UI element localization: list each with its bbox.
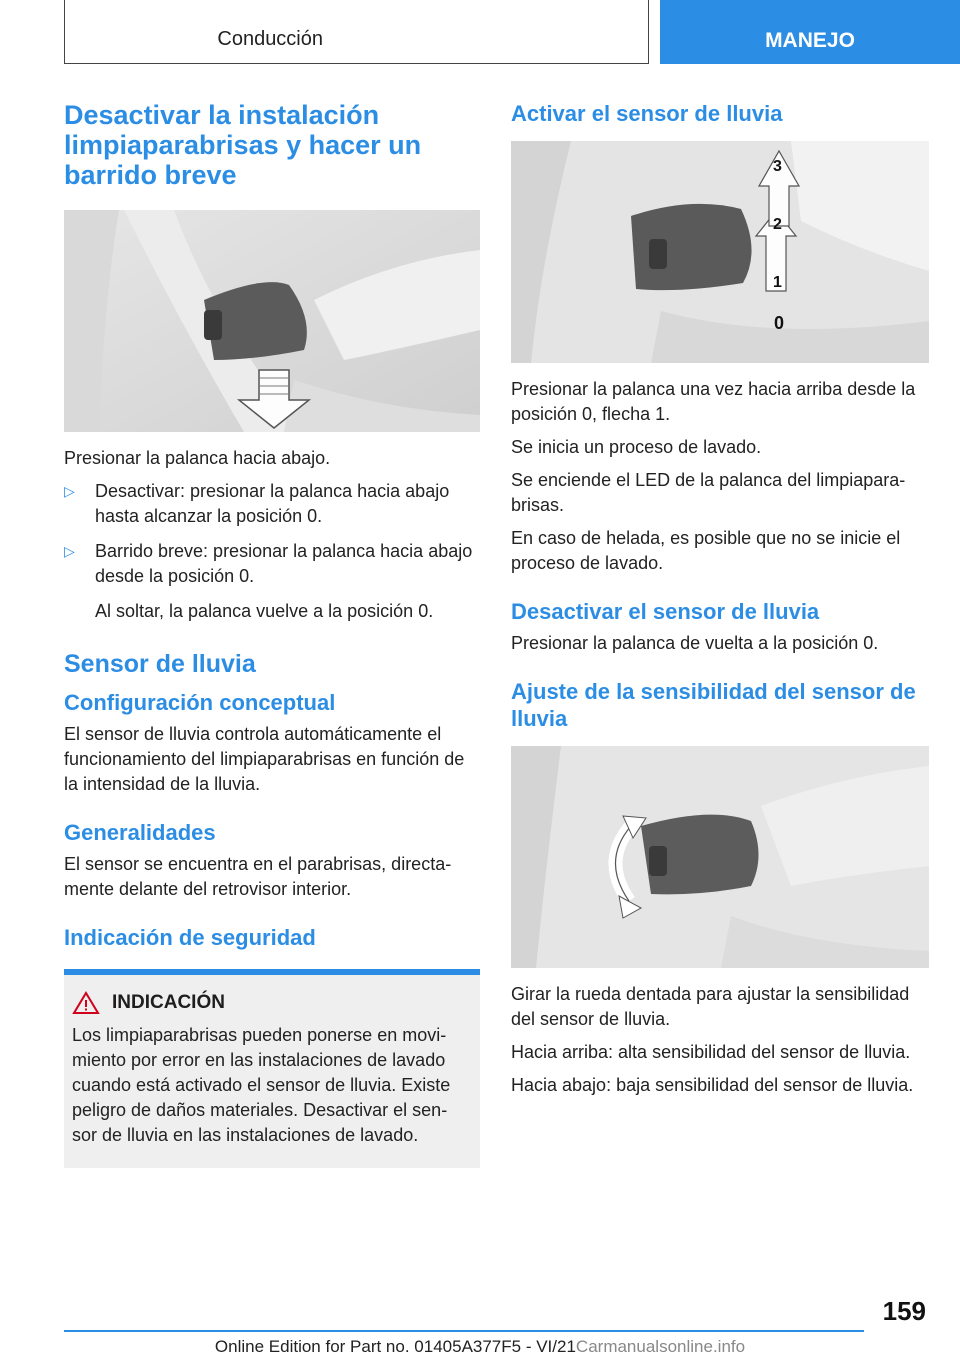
figure-sensitivity-wheel (511, 746, 929, 968)
list-item (64, 539, 480, 589)
list-item-text: Desactivar: presionar la palanca hacia abajo hasta alcanzar la posición 0. (95, 481, 450, 526)
adjust-text-3: Hacia abajo: baja sensibilidad del sensor de lluvia. (511, 1075, 914, 1095)
list-item (64, 479, 480, 529)
activate-text-2: Se inicia un proceso de lavado. (511, 437, 762, 457)
steps-list (64, 479, 480, 589)
heading-activate-sensor: Activar el sensor de lluvia (511, 101, 783, 126)
right-column (511, 100, 929, 1106)
triangle-bullet-icon: ▷ (64, 483, 75, 499)
activate-text-3: Se enciende el LED de la palanca del limpiapara-brisas. (511, 470, 906, 515)
figure-lever-positions (511, 141, 929, 363)
left-column (64, 100, 480, 1168)
list-continuation: Al soltar, la palanca vuelve a la posición 0. (95, 601, 434, 621)
position-label-2: 2 (773, 216, 782, 233)
heading-safety: Indicación de seguridad (64, 925, 316, 950)
notice-box (64, 975, 480, 1168)
concept-text: El sensor de lluvia controla automáticamente el funcionamiento del limpiaparabrisas en función de la intensidad de la lluvia. (64, 724, 465, 794)
heading-concept: Configuración conceptual (64, 690, 336, 715)
activate-text-1: Presionar la palanca una vez hacia arriba desde la posición 0, flecha 1. (511, 379, 916, 424)
heading-general: Generalidades (64, 820, 216, 845)
triangle-bullet-icon: ▷ (64, 543, 75, 559)
heading-deactivate-sensor: Desactivar el sensor de lluvia (511, 599, 820, 624)
figure-wiper-lever-down (64, 210, 480, 432)
deactivate-text: Presionar la palanca de vuelta a la posición 0. (511, 633, 879, 653)
position-label-1: 1 (773, 274, 782, 291)
header-frame (64, 0, 649, 64)
footer-rule (64, 1330, 864, 1332)
notice-text: Los limpiaparabrisas pueden ponerse en movi-miento por error en las instalaciones de lavado cuando está activado el sensor de lluvia. Existe peligro de daños materiales. Desactivar el sen-sor de lluvia en las instalaciones de lavado. (72, 1025, 451, 1145)
adjust-text-1: Girar la rueda dentada para ajustar la sensibilidad del sensor de lluvia. (511, 984, 910, 1029)
chapter-tab-label: MANEJO (765, 29, 855, 52)
edition-text: Online Edition for Part no. 01405A377F5 - VI/21 (214, 1337, 576, 1356)
position-label-3: 3 (773, 158, 782, 175)
list-item-text: Barrido breve: presionar la palanca hacia abajo desde la posición 0. (95, 541, 473, 586)
heading-adjust-sensitivity: Ajuste de la sensibilidad del sensor de lluvia (511, 679, 916, 731)
chapter-tab[interactable] (660, 0, 960, 64)
warning-icon (72, 991, 100, 1015)
adjust-text-2: Hacia arriba: alta sensibilidad del sensor de lluvia. (511, 1042, 911, 1062)
intro-text: Presionar la palanca hacia abajo. (64, 448, 331, 468)
heading-rain-sensor: Sensor de lluvia (64, 650, 256, 678)
section-title: Conducción (217, 28, 323, 50)
watermark: Carmanualsonline.info (575, 1337, 746, 1356)
footer (0, 1337, 960, 1357)
heading-deactivate-wiper: Desactivar la instalación limpiaparabrisas y hacer un barrido breve (64, 100, 422, 190)
notice-label: INDICACIÓN (112, 992, 225, 1013)
position-label-0: 0 (774, 313, 785, 333)
activate-text-4: En caso de helada, es posible que no se inicie el proceso de lavado. (511, 528, 901, 573)
general-text: El sensor se encuentra en el parabrisas, directa-mente delante del retrovisor interior. (64, 854, 452, 899)
page-number: 159 (882, 1296, 926, 1326)
